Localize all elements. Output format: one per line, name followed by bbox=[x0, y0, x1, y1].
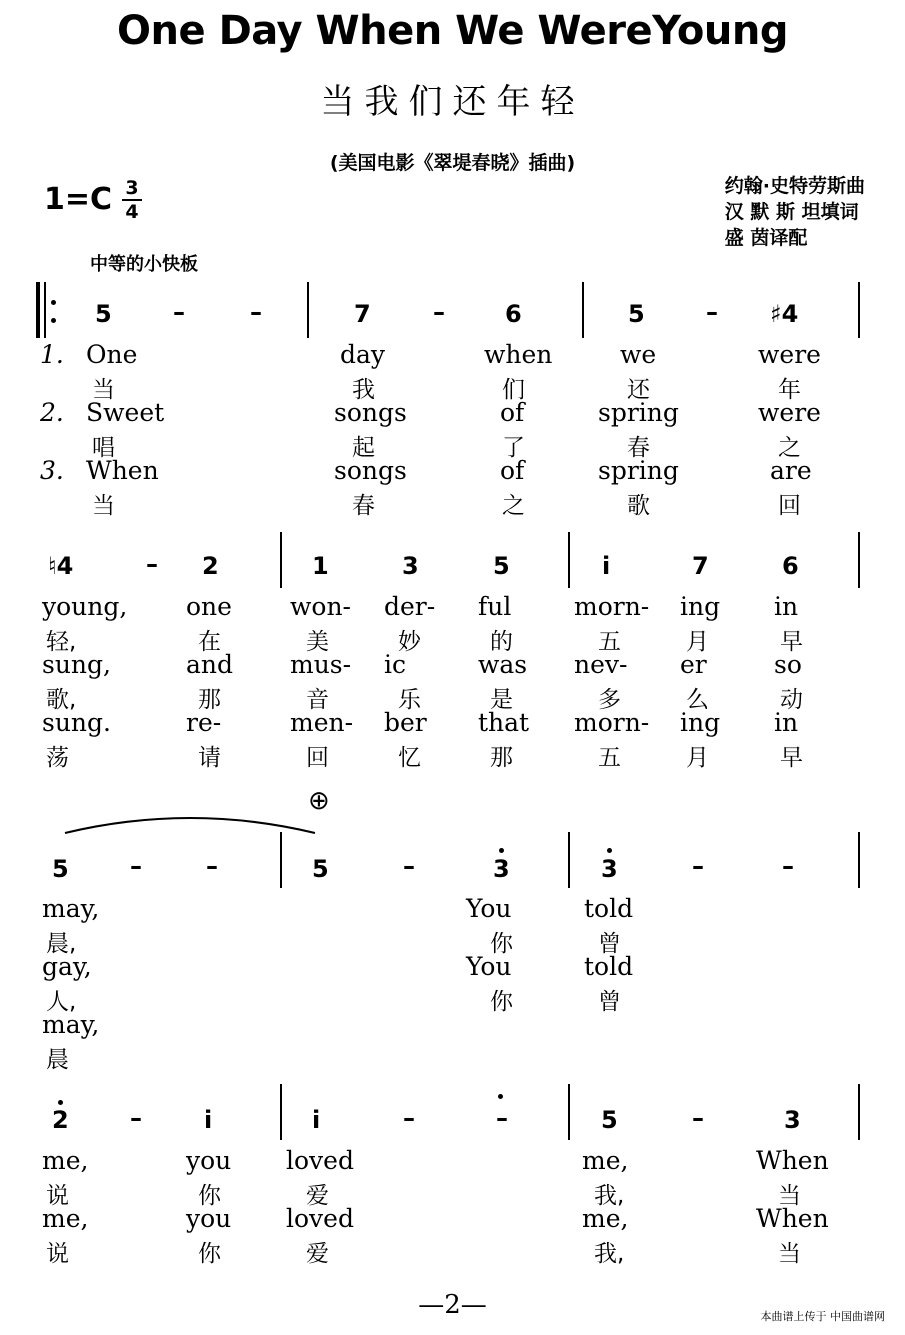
verse-number: 3. bbox=[40, 456, 64, 485]
lyric: 音 bbox=[306, 687, 329, 713]
lyric: 之 bbox=[778, 435, 801, 461]
verse-number: 2. bbox=[40, 398, 64, 427]
site-watermark: 本曲谱上传于 中国曲谱网 bbox=[760, 1310, 885, 1323]
lyric: 那 bbox=[490, 745, 513, 771]
lyric: songs bbox=[334, 398, 407, 427]
time-bottom: 4 bbox=[125, 201, 139, 223]
note: 2 bbox=[52, 1106, 69, 1134]
coda-sign: ⊕ bbox=[308, 786, 330, 816]
note: – bbox=[782, 852, 794, 880]
note: 3 bbox=[784, 1106, 801, 1134]
note: 5 bbox=[601, 1106, 618, 1134]
lyric: 晨 bbox=[46, 1047, 69, 1073]
tempo-marking: 中等的小快板 bbox=[90, 254, 198, 275]
page-number: —2— bbox=[418, 1290, 487, 1320]
lyric: 还 bbox=[627, 377, 650, 403]
lyric: 当 bbox=[778, 1183, 801, 1209]
credit-composer: 约翰·史特劳斯曲 bbox=[724, 175, 865, 197]
lyric: ing bbox=[680, 592, 721, 621]
lyric: 了 bbox=[502, 435, 525, 461]
time-top: 3 bbox=[125, 177, 139, 199]
lyric: we bbox=[620, 340, 657, 369]
lyric: you bbox=[186, 1204, 232, 1233]
time-signature bbox=[122, 178, 142, 222]
lyric: young, bbox=[42, 592, 128, 621]
note: ♯4 bbox=[770, 300, 799, 328]
lyric: you bbox=[186, 1146, 232, 1175]
lyric: 回 bbox=[306, 745, 329, 771]
subtitle: (美国电影《翠堤春晓》插曲) bbox=[329, 152, 576, 174]
lyric: 爱 bbox=[306, 1241, 329, 1267]
note: – bbox=[173, 298, 185, 326]
lyric: When bbox=[756, 1146, 829, 1175]
lyric: ber bbox=[384, 708, 427, 737]
lyric: and bbox=[186, 650, 234, 679]
note: 7 bbox=[692, 552, 709, 580]
lyric: me, bbox=[582, 1204, 629, 1233]
credit-lyricist: 汉 默 斯 坦填词 bbox=[724, 201, 859, 223]
note: 5 bbox=[52, 855, 69, 883]
lyric: of bbox=[500, 398, 525, 427]
lyric: were bbox=[758, 398, 821, 427]
note: – bbox=[433, 298, 445, 326]
note: i bbox=[602, 552, 611, 580]
lyric: me, bbox=[582, 1146, 629, 1175]
lyric: morn- bbox=[574, 708, 650, 737]
lyric: 在 bbox=[198, 629, 221, 655]
lyric: 曾 bbox=[598, 989, 621, 1015]
lyric: when bbox=[484, 340, 553, 369]
note: ♮4 bbox=[48, 552, 74, 580]
lyric: 春 bbox=[627, 435, 650, 461]
lyric: You bbox=[466, 952, 512, 981]
lyric: nev- bbox=[574, 650, 628, 679]
lyric: 月 bbox=[686, 629, 709, 655]
note: 1 bbox=[312, 552, 329, 580]
lyric: spring bbox=[598, 456, 679, 485]
lyric: 我 bbox=[352, 377, 375, 403]
lyric: ing bbox=[680, 708, 721, 737]
lyric: me, bbox=[42, 1204, 89, 1233]
lyric: ful bbox=[478, 592, 512, 621]
lyric: Sweet bbox=[86, 398, 165, 427]
lyric: 我, bbox=[594, 1241, 625, 1267]
lyric: sung. bbox=[42, 708, 111, 737]
lyric: 轻, bbox=[46, 629, 77, 655]
lyric: in bbox=[774, 592, 799, 621]
note: 5 bbox=[493, 552, 510, 580]
note: 6 bbox=[782, 552, 799, 580]
lyric: one bbox=[186, 592, 232, 621]
credits bbox=[725, 173, 865, 251]
note: – bbox=[692, 852, 704, 880]
note: 6 bbox=[505, 300, 522, 328]
lyric: 早 bbox=[780, 629, 803, 655]
note: i bbox=[204, 1106, 213, 1134]
title-chinese: 当我们还年轻 bbox=[320, 82, 585, 122]
lyric: 是 bbox=[490, 687, 513, 713]
lyric: 们 bbox=[502, 377, 525, 403]
lyric: in bbox=[774, 708, 799, 737]
title-english: One Day When We WereYoung bbox=[117, 8, 788, 54]
lyric: 歌 bbox=[627, 493, 650, 519]
lyric: 当 bbox=[92, 377, 115, 403]
note: 5 bbox=[312, 855, 329, 883]
lyric: 你 bbox=[490, 931, 513, 957]
lyric: 说 bbox=[46, 1241, 69, 1267]
lyric: so bbox=[774, 650, 802, 679]
lyric: 的 bbox=[490, 629, 513, 655]
note: – bbox=[496, 1104, 508, 1132]
lyric: day bbox=[340, 340, 386, 369]
lyric: 美 bbox=[306, 629, 329, 655]
lyric: You bbox=[466, 894, 512, 923]
lyric: 晨, bbox=[46, 931, 77, 957]
lyric: 曾 bbox=[598, 931, 621, 957]
lyric: of bbox=[500, 456, 525, 485]
lyric: 说 bbox=[46, 1183, 69, 1209]
lyric: 当 bbox=[92, 493, 115, 519]
lyric: may, bbox=[42, 1010, 100, 1039]
lyric: 唱 bbox=[92, 435, 115, 461]
lyric: told bbox=[584, 952, 634, 981]
lyric: 当 bbox=[778, 1241, 801, 1267]
key-signature: 1=C bbox=[44, 182, 113, 217]
lyric: morn- bbox=[574, 592, 650, 621]
lyric: that bbox=[478, 708, 530, 737]
note: – bbox=[130, 852, 142, 880]
note: 7 bbox=[354, 300, 371, 328]
lyric: 么 bbox=[686, 687, 709, 713]
note: 3 bbox=[402, 552, 419, 580]
verse-number: 1. bbox=[40, 340, 64, 369]
lyric: 回 bbox=[778, 493, 801, 519]
lyric: 妙 bbox=[398, 629, 421, 655]
lyric: may, bbox=[42, 894, 100, 923]
lyric: 月 bbox=[686, 745, 709, 771]
note: 3 bbox=[493, 855, 510, 883]
lyric: 早 bbox=[780, 745, 803, 771]
lyric: 你 bbox=[198, 1241, 221, 1267]
lyric: loved bbox=[286, 1146, 354, 1175]
lyric: re- bbox=[186, 708, 222, 737]
note: 3 bbox=[601, 855, 618, 883]
lyric: was bbox=[478, 650, 528, 679]
lyric: 年 bbox=[778, 377, 801, 403]
note: – bbox=[403, 1104, 415, 1132]
lyric: 歌, bbox=[46, 687, 77, 713]
lyric: are bbox=[770, 456, 812, 485]
lyric: er bbox=[680, 650, 707, 679]
lyric: 我, bbox=[594, 1183, 625, 1209]
lyric: When bbox=[756, 1204, 829, 1233]
lyric: loved bbox=[286, 1204, 354, 1233]
lyric: 五 bbox=[598, 629, 621, 655]
note: – bbox=[692, 1104, 704, 1132]
lyric: 请 bbox=[198, 745, 221, 771]
lyric: 五 bbox=[598, 745, 621, 771]
lyric: 那 bbox=[198, 687, 221, 713]
lyric: 忆 bbox=[398, 745, 421, 771]
note: i bbox=[312, 1106, 321, 1134]
lyric: One bbox=[86, 340, 138, 369]
note: 5 bbox=[95, 300, 112, 328]
lyric: men- bbox=[290, 708, 354, 737]
note: – bbox=[403, 852, 415, 880]
lyric: gay, bbox=[42, 952, 92, 981]
lyric: 爱 bbox=[306, 1183, 329, 1209]
lyric: songs bbox=[334, 456, 407, 485]
lyric: won- bbox=[290, 592, 351, 621]
lyric: spring bbox=[598, 398, 679, 427]
lyric: der- bbox=[384, 592, 436, 621]
lyric: told bbox=[584, 894, 634, 923]
lyric: 多 bbox=[598, 687, 621, 713]
lyric: 你 bbox=[198, 1183, 221, 1209]
note: – bbox=[146, 550, 158, 578]
note: – bbox=[130, 1104, 142, 1132]
note: 5 bbox=[628, 300, 645, 328]
lyric: 荡 bbox=[46, 745, 69, 771]
lyric: me, bbox=[42, 1146, 89, 1175]
lyric: When bbox=[86, 456, 159, 485]
lyric: sung, bbox=[42, 650, 111, 679]
lyric: 人, bbox=[46, 989, 77, 1015]
lyric: 春 bbox=[352, 493, 375, 519]
lyric: mus- bbox=[290, 650, 352, 679]
lyric: 之 bbox=[502, 493, 525, 519]
lyric: were bbox=[758, 340, 821, 369]
note: – bbox=[206, 852, 218, 880]
lyric: 起 bbox=[352, 435, 375, 461]
note: – bbox=[706, 298, 718, 326]
note: – bbox=[250, 298, 262, 326]
note: 2 bbox=[202, 552, 219, 580]
credit-translator: 盛 茵译配 bbox=[724, 227, 808, 249]
lyric: 你 bbox=[490, 989, 513, 1015]
lyric: 乐 bbox=[398, 687, 421, 713]
lyric: 动 bbox=[780, 687, 803, 713]
lyric: ic bbox=[384, 650, 406, 679]
